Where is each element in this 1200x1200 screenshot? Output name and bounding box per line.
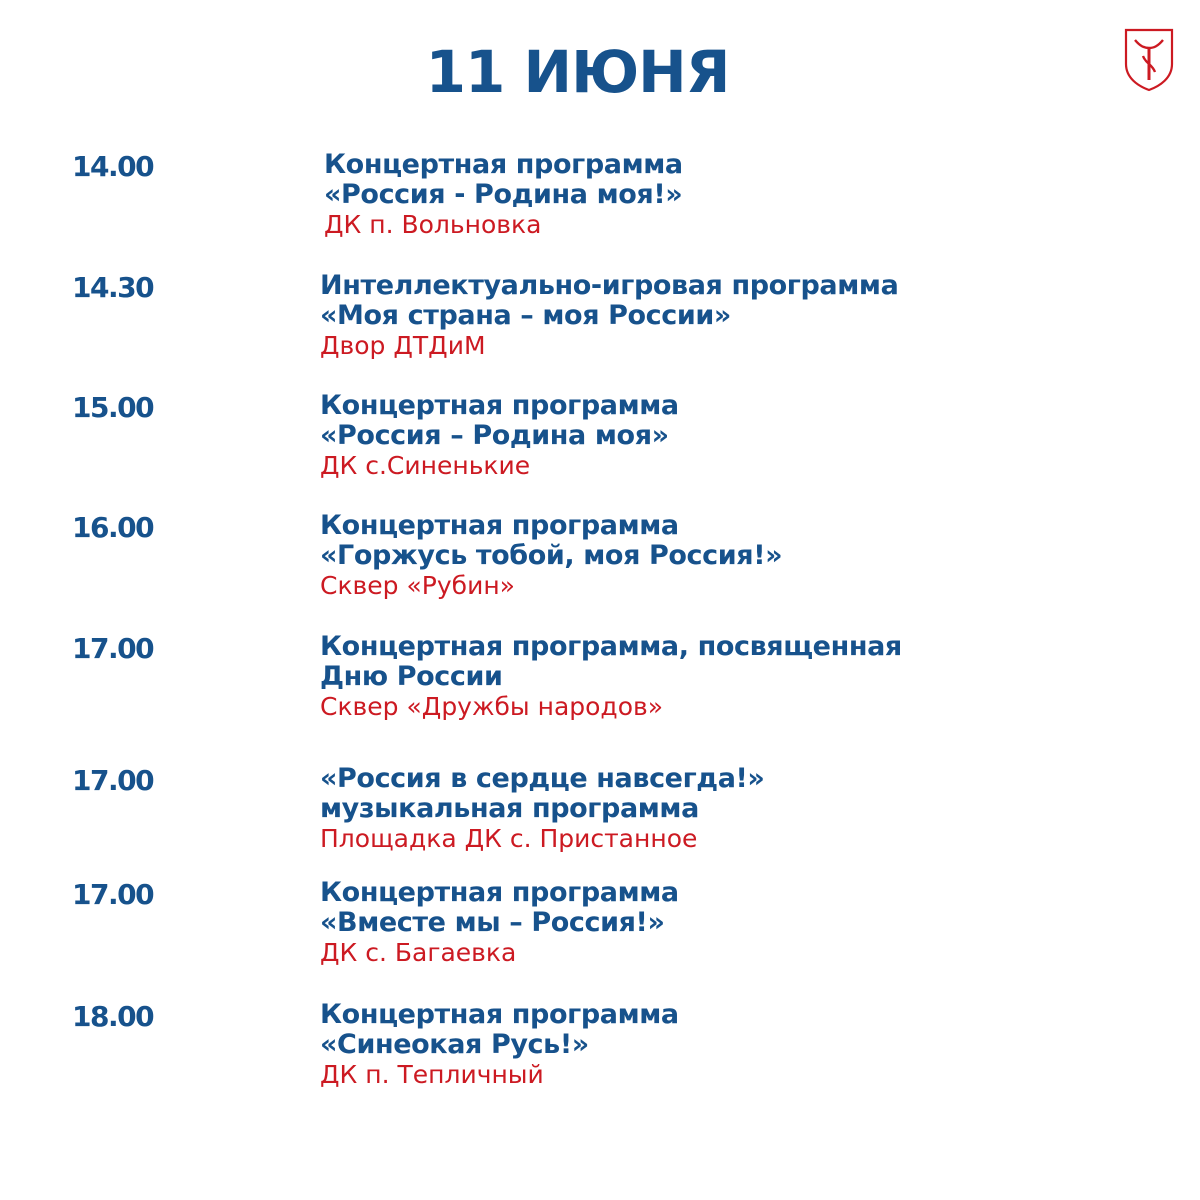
event-title: Концертная программа <box>324 149 683 180</box>
event-venue: Площадка ДК с. Пристанное <box>320 824 698 853</box>
event-subtitle: «Моя страна – моя России» <box>320 300 731 331</box>
event-title: Концертная программа <box>320 510 679 541</box>
event-details <box>320 271 898 361</box>
event-venue: ДК с. Багаевка <box>320 938 517 967</box>
event-title: «Россия в сердце навсегда!» <box>320 763 765 794</box>
event-details <box>320 1000 679 1090</box>
event-time: 18.00 <box>72 1000 154 1033</box>
event-venue: Сквер «Дружбы народов» <box>320 692 664 721</box>
event-details <box>320 391 679 481</box>
event-subtitle: «Горжусь тобой, моя Россия!» <box>320 540 783 571</box>
event-subtitle: музыкальная программа <box>320 793 699 824</box>
event-title: Концертная программа, посвященная <box>320 631 902 662</box>
event-title: Концертная программа <box>320 999 679 1030</box>
event-details <box>320 764 764 854</box>
event-details <box>320 511 782 601</box>
event-subtitle: Дню России <box>320 661 503 692</box>
event-title: Интеллектуально-игровая программа <box>320 270 899 301</box>
page-title: 11 ИЮНЯ <box>425 38 730 106</box>
event-subtitle: «Россия – Родина моя» <box>320 420 669 451</box>
coat-of-arms-icon <box>1120 26 1178 92</box>
event-time: 17.00 <box>72 632 154 665</box>
event-time: 17.00 <box>72 878 154 911</box>
event-time: 17.00 <box>72 764 154 797</box>
event-title: Концертная программа <box>320 877 679 908</box>
event-title: Концертная программа <box>320 390 679 421</box>
event-venue: Двор ДТДиМ <box>320 331 486 360</box>
event-venue: ДК с.Синенькие <box>320 451 531 480</box>
event-subtitle: «Синеокая Русь!» <box>320 1029 589 1060</box>
event-time: 14.30 <box>72 271 154 304</box>
event-time: 16.00 <box>72 511 154 544</box>
event-time: 14.00 <box>72 150 154 183</box>
event-time: 15.00 <box>72 391 154 424</box>
event-details <box>324 150 683 240</box>
event-venue: ДК п. Тепличный <box>320 1060 544 1089</box>
event-venue: ДК п. Вольновка <box>324 210 542 239</box>
event-details <box>320 632 902 722</box>
event-subtitle: «Россия - Родина моя!» <box>324 179 683 210</box>
event-subtitle: «Вместе мы – Россия!» <box>320 907 665 938</box>
event-venue: Сквер «Рубин» <box>320 571 515 600</box>
event-details <box>320 878 679 968</box>
